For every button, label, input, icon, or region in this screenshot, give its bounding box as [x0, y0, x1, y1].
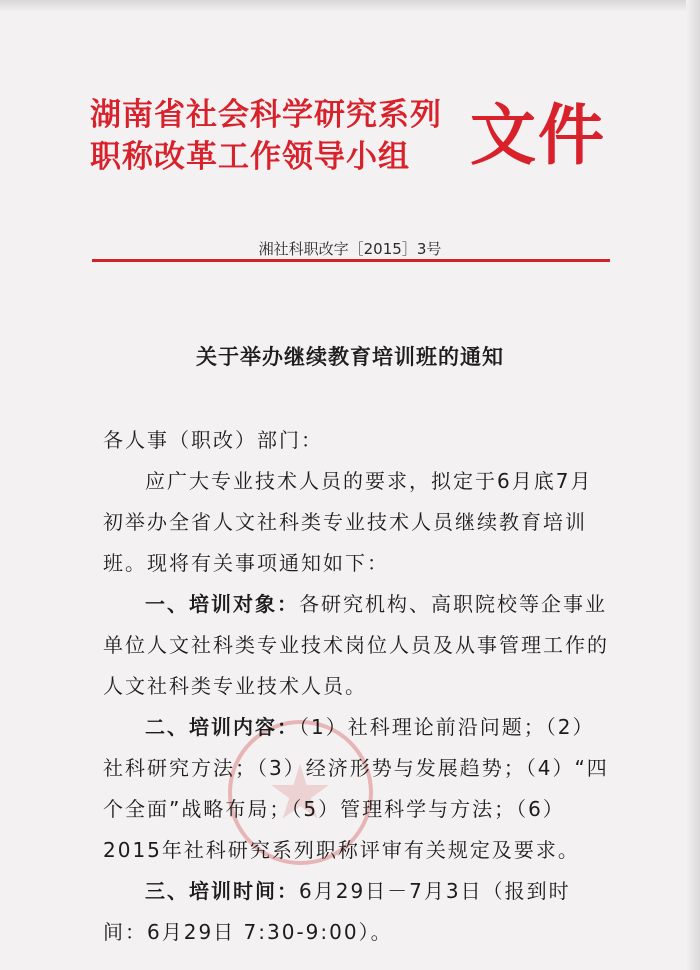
page-edge: [0, 0, 700, 12]
document-title: 关于举办继续教育培训班的通知: [196, 344, 504, 369]
intro-paragraph: 应广大专业技术人员的要求，拟定于6月底7月初举办全省人文社科类专业技术人员继续教育培训班。现将有关事项通知如下：: [103, 469, 593, 575]
issuing-organization: [90, 94, 442, 178]
section-heading: 三、培训时间：: [145, 879, 299, 903]
section-text: （1）社科理论前沿问题；（2）社科研究方法；（3）经济形势与发展趋势；（4）“四个全面”战略布局；（5）管理科学与方法；（6）2015年社科研究系列职称评审有关规定及要求。: [103, 715, 609, 862]
document-number: 湘社科职改字［2015］3号: [258, 240, 442, 258]
section-heading: 二、培训内容：: [145, 715, 299, 739]
document-body: [103, 420, 613, 953]
section-1: [103, 584, 613, 707]
section-heading: 一、培训对象：: [145, 592, 299, 616]
red-divider: [92, 259, 610, 262]
section-text: 各研究机构、高职院校等企事业单位人文社科类专业技术岗位人员及从事管理工作的人文社科类专业技术人员。: [103, 592, 609, 698]
salutation: 各人事（职改）部门：: [103, 428, 323, 452]
page-edge: [686, 0, 700, 970]
document-type-label: 文件: [470, 97, 606, 174]
section-3: [103, 871, 613, 953]
section-text: 6月29日－7月3日（报到时间：6月29日 7:30-9:00）。: [103, 879, 571, 944]
org-line-2: 职称改革工作领导小组: [90, 139, 410, 175]
org-line-1: 湖南省社会科学研究系列: [90, 97, 442, 133]
section-2: [103, 707, 613, 871]
